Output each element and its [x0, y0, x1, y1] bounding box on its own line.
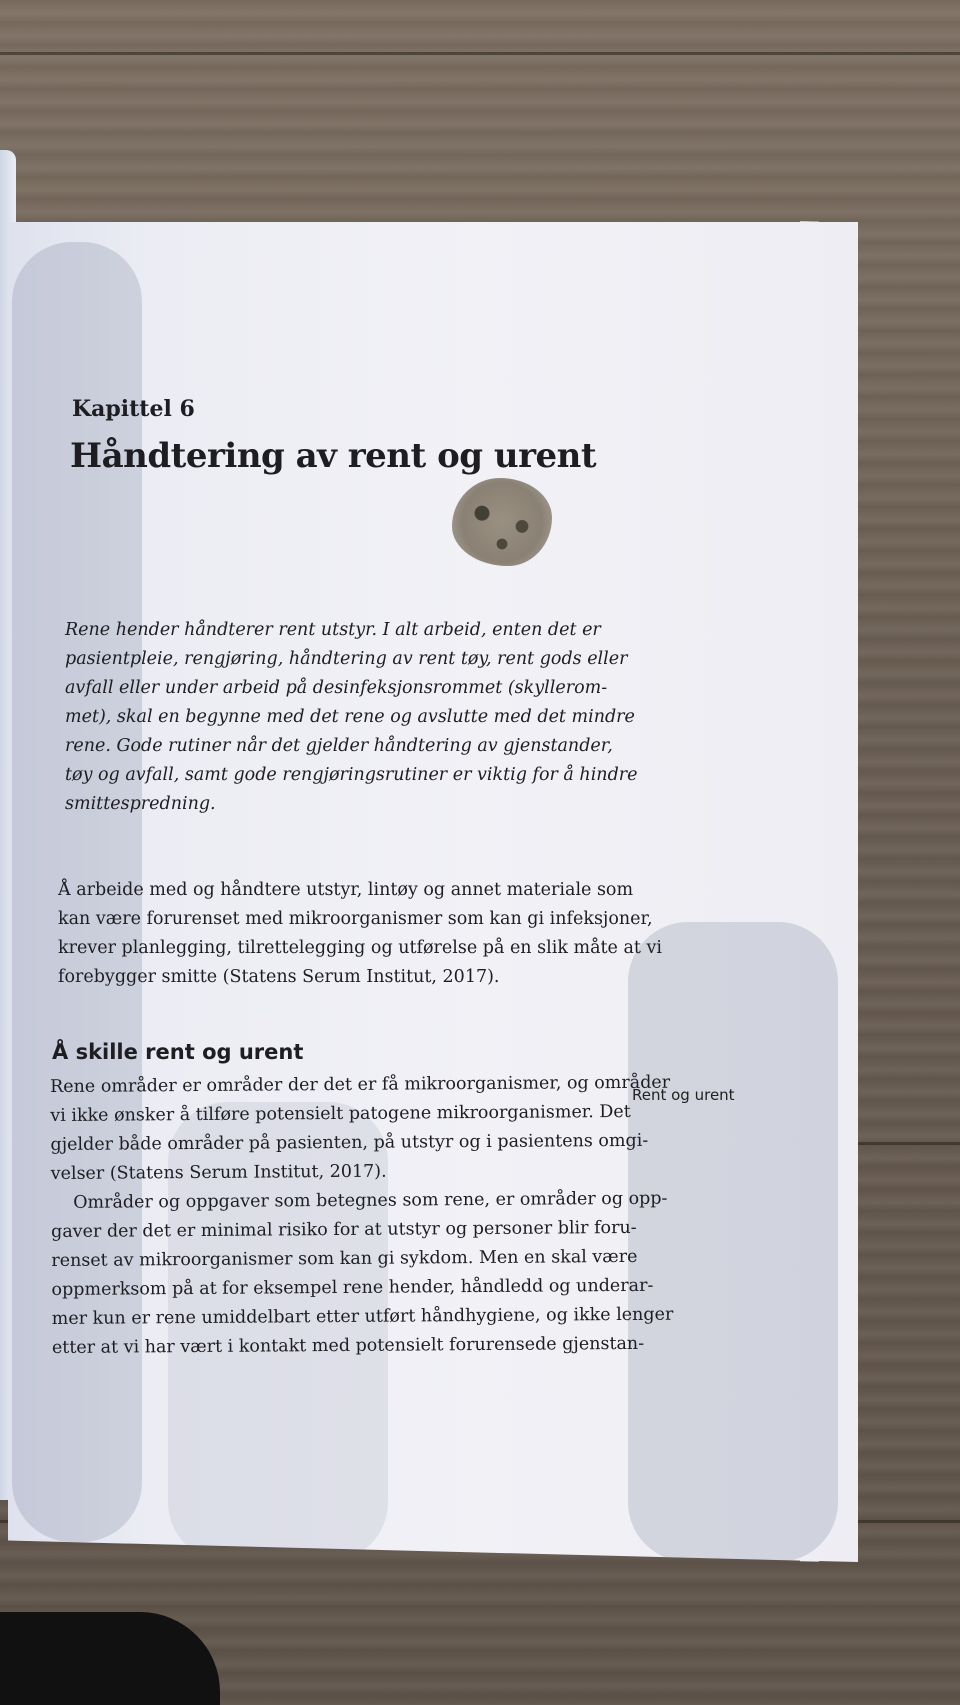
body-paragraph-1 — [58, 876, 662, 992]
body-line: Rene områder er områder der det er få mikroorganismer, og områder — [50, 1072, 671, 1097]
body-line: mer kun er rene umiddelbart etter utført håndhygiene, og ikke lenger — [51, 1304, 674, 1329]
intro-line: met), skal en begynne med det rene og avslutte med det mindre — [65, 707, 635, 727]
shadow-right — [628, 922, 838, 1562]
intro-line: Rene hender håndterer rent utstyr. I alt arbeid, enten det er — [65, 620, 601, 640]
dark-object-corner — [0, 1612, 220, 1705]
margin-note: Rent og urent — [632, 1086, 735, 1104]
body-line: oppmerksom på at for eksempel rene hender, håndledd og underar- — [51, 1275, 654, 1300]
wood-plank-seam — [0, 52, 960, 55]
chapter-intro — [65, 616, 638, 819]
section-body — [50, 1069, 674, 1363]
body-line: etter at vi har vært i kontakt med potensielt forurensede gjenstan- — [51, 1333, 645, 1358]
chapter-title: Håndtering av rent og urent — [70, 436, 597, 476]
body-line: gaver der det er minimal risiko for at utstyr og personer blir foru- — [51, 1217, 637, 1242]
intro-line: pasientpleie, rengjøring, håndtering av rent tøy, rent gods eller — [65, 649, 628, 669]
body-line: gjelder både områder på pasienten, på utstyr og i pasientens omgi- — [50, 1130, 649, 1155]
chapter-label: Kapittel 6 — [72, 396, 195, 422]
body-line: kan være forurenset med mikroorganismer som kan gi infeksjoner, — [58, 909, 653, 929]
body-line: krever planlegging, tilrettelegging og utførelse på en slik måte at vi — [58, 938, 662, 958]
intro-line: smittespredning. — [65, 794, 216, 814]
body-line: Å arbeide med og håndtere utstyr, lintøy og annet materiale som — [58, 880, 634, 900]
body-line: forebygger smitte (Statens Serum Institut, 2017). — [58, 967, 500, 987]
intro-line: rene. Gode rutiner når det gjelder håndtering av gjenstander, — [65, 736, 613, 756]
page-stain — [452, 478, 552, 566]
section-heading: Å skille rent og urent — [52, 1040, 304, 1064]
body-line: vi ikke ønsker å tilføre potensielt patogene mikroorganismer. Det — [50, 1101, 631, 1126]
intro-line: avfall eller under arbeid på desinfeksjonsrommet (skyllerom- — [65, 678, 608, 698]
body-line: Områder og oppgaver som betegnes som rene, er områder og opp- — [50, 1188, 668, 1213]
intro-line: tøy og avfall, samt gode rengjøringsrutiner er viktig for å hindre — [65, 765, 638, 785]
body-line: velser (Statens Serum Institut, 2017). — [50, 1161, 387, 1184]
body-line: renset av mikroorganismer som kan gi sykdom. Men en skal være — [51, 1246, 638, 1271]
